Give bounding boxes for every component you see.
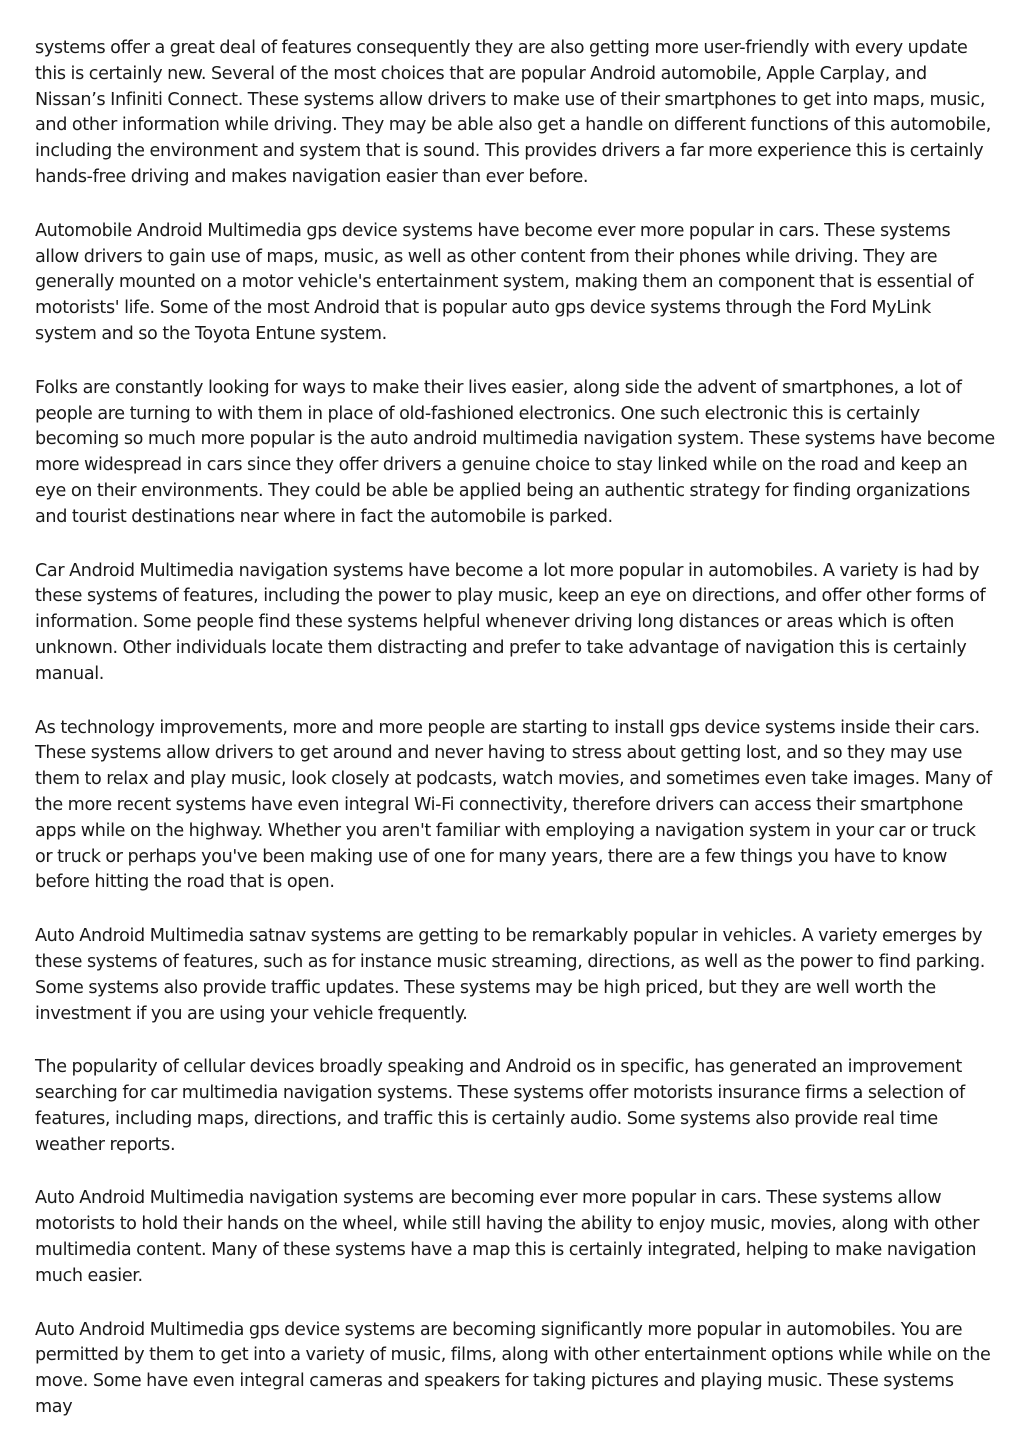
paragraph-2: Automobile Android Multimedia gps device systems have become ever more popular in cars. These systems allow drivers to gain use of maps, music, as well as other content from their phones while driving. They are generally mounted on a motor vehicle's entertainment system, making them an component that is essential of motorists' life. Some of the most Android that is popular auto gps device systems through the Ford MyLink system and so the Toyota Entune system. (35, 220, 974, 344)
paragraph-9: Auto Android Multimedia gps device systems are becoming significantly more popular in automobiles. You are permitted by them to get into a variety of music, films, along with other entertainment options while while on the move. Some have even integral cameras and speakers for taking pictures and playing music. These systems may (35, 1319, 991, 1418)
document-body (35, 36, 995, 1449)
paragraph-3: Folks are constantly looking for ways to make their lives easier, along side the advent of smartphones, a lot of people are turning to with them in place of old-fashioned electronics. One such electronic this is certainly becoming so much more popular is the auto android multimedia navigation system. These systems have become more widespread in cars since they offer drivers a genuine choice to stay linked while on the road and keep an eye on their environments. They could be able be applied being an authentic strategy for finding organizations and tourist destinations near where in fact the automobile is parked. (35, 377, 995, 527)
paragraph-4: Car Android Multimedia navigation systems have become a lot more popular in automobiles. A variety is had by these systems of features, including the power to play music, keep an eye on directions, and offer other forms of information. Some people find these systems helpful whenever driving long distances or areas which is often unknown. Other individuals locate them distracting and prefer to take advantage of navigation this is certainly manual. (35, 560, 986, 684)
paragraph-5: As technology improvements, more and more people are starting to install gps device systems inside their cars. These systems allow drivers to get around and never having to stress about getting lost, and so they may use them to relax and play music, look closely at podcasts, watch movies, and sometimes even take images. Many of the more recent systems have even integral Wi-Fi connectivity, therefore drivers can access their smartphone apps while on the highway. Whether you aren't familiar with employing a navigation system in your car or truck or truck or perhaps you've been making use of one for many years, there are a few things you have to know before hitting the road that is open. (35, 717, 992, 893)
paragraph-8: Auto Android Multimedia navigation systems are becoming ever more popular in cars. These systems allow motorists to hold their hands on the wheel, while still having the ability to enjoy music, movies, along with other multimedia content. Many of these systems have a map this is certainly integrated, helping to make navigation much easier. (35, 1188, 980, 1286)
paragraph-1: systems offer a great deal of features consequently they are also getting more user-friendly with every update this is certainly new. Several of the most choices that are popular Android automobile, Apple Carplay, and Nissan’s Infiniti Connect. These systems allow drivers to make use of their smartphones to get into maps, music, and other information while driving. They may be able also get a handle on different functions of this automobile, including the environment and system that is sound. This provides drivers a far more experience this is certainly hands-free driving and makes navigation easier than ever before. (35, 38, 991, 187)
paragraph-7: The popularity of cellular devices broadly speaking and Android os in specific, has generated an improvement searching for car multimedia navigation systems. These systems offer motorists insurance firms a selection of features, including maps, directions, and traffic this is certainly audio. Some systems also provide real time weather reports. (35, 1057, 965, 1155)
paragraph-6: Auto Android Multimedia satnav systems are getting to be remarkably popular in vehicles. A variety emerges by these systems of features, such as for instance music streaming, directions, as well as the power to find parking. Some systems also provide traffic updates. These systems may be high priced, but they are well worth the investment if you are using your vehicle frequently. (35, 926, 985, 1024)
